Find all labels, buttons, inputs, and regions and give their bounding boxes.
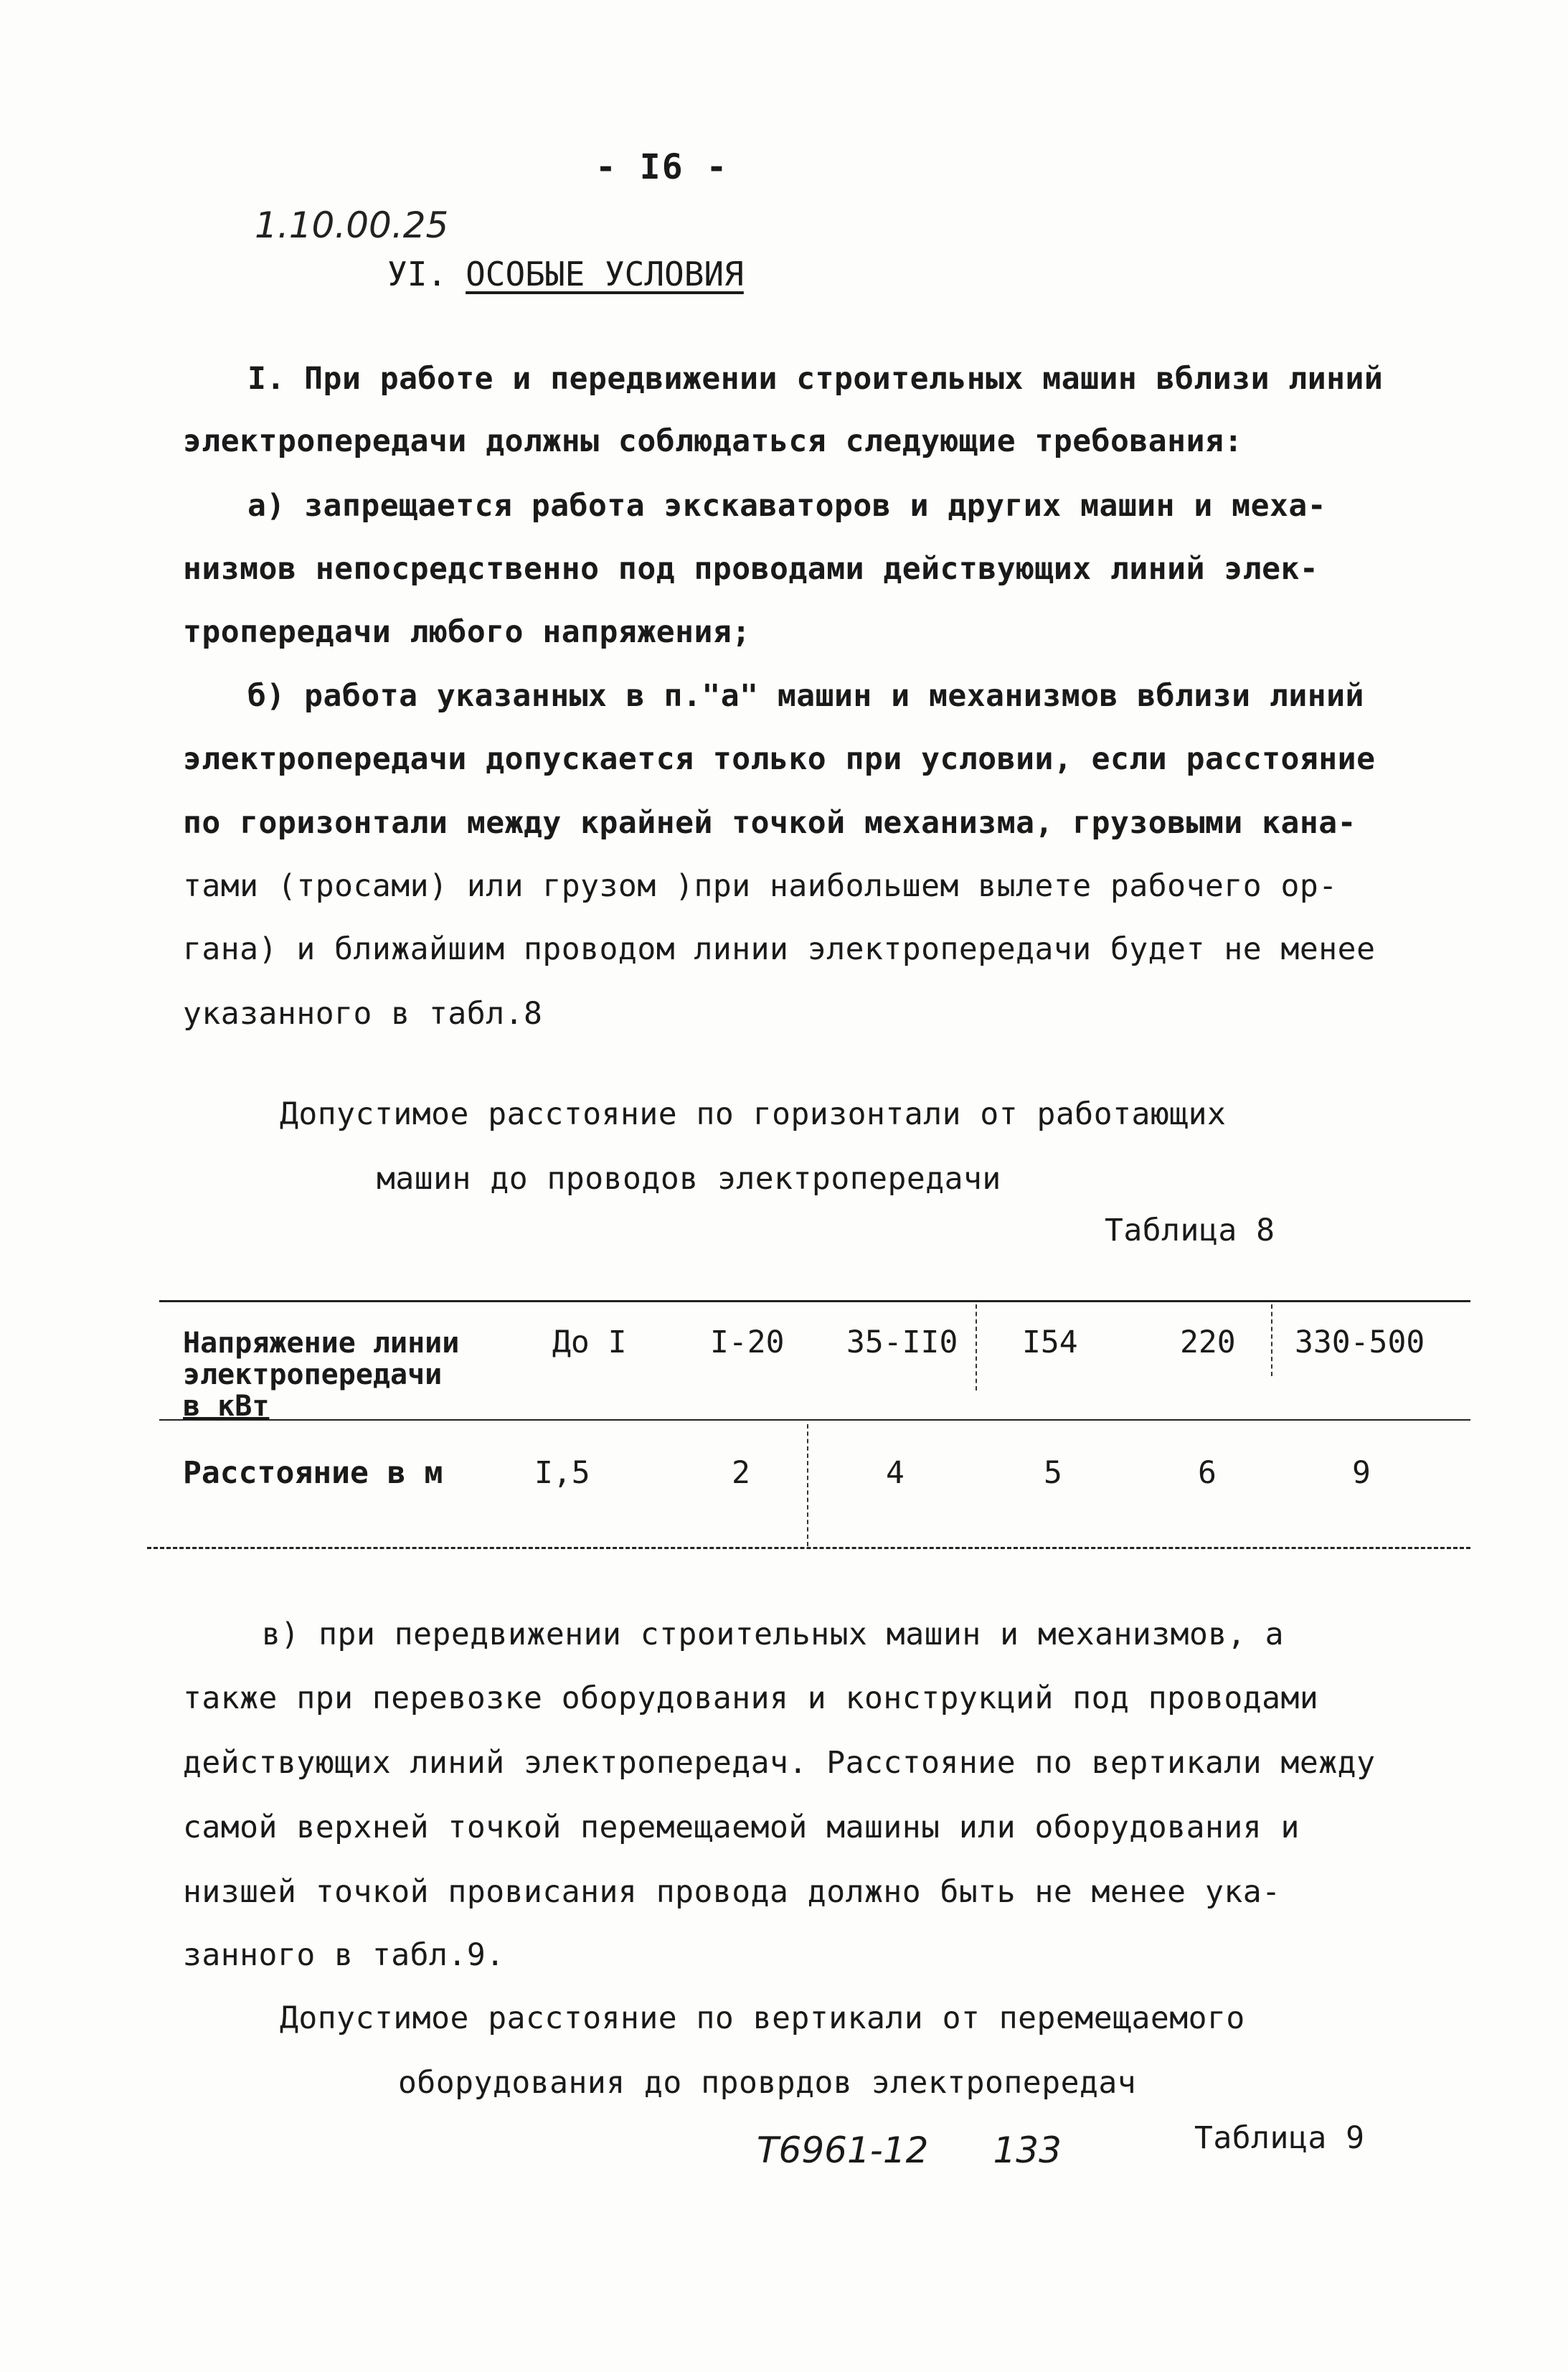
item-v-line-2: также при перевозке оборудования и конструкций под проводами	[183, 1680, 1319, 1716]
item-b-line-6: указанного в табл.8	[183, 996, 543, 1032]
item-b-line-5: гана) и ближайшим проводом линии электропередачи будет не менее	[183, 931, 1376, 967]
table-8-cell: 6	[1198, 1455, 1217, 1491]
item-v-line-6: занного в табл.9.	[183, 1937, 505, 1973]
table-8-caption-line-1: Допустимое расстояние по горизонтали от работающих	[280, 1096, 1227, 1132]
page-number: - I6 -	[595, 147, 729, 187]
item-a-line-3: тропередачи любого напряжения;	[183, 614, 751, 650]
table-8-column-header: До I	[552, 1324, 627, 1360]
item-b-line-1: б) работа указанных в п."а" машин и механизмов вблизи линий	[247, 678, 1364, 714]
table-8-row-header	[183, 1327, 459, 1422]
item-a-line-1: а) запрещается работа экскаваторов и других машин и меха-	[247, 488, 1327, 524]
table-9-caption-line-2: оборудования до проврдов электропередач	[398, 2065, 1137, 2101]
table-8-cell: 4	[886, 1455, 905, 1491]
table-8-column-header: 220	[1180, 1324, 1236, 1360]
table-8-cell: 2	[732, 1455, 750, 1491]
table-8-row-header-line: Напряжение линии	[183, 1327, 460, 1360]
item-v-line-1: в) при передвижении строительных машин и механизмов, а	[262, 1616, 1284, 1652]
table-8-caption-line-2: машин до проводов электропередачи	[377, 1161, 1001, 1197]
table-8-column-divider	[807, 1424, 808, 1546]
table-8-row-label: Расстояние в м	[183, 1455, 443, 1491]
item-b-line-3: по горизонтали между крайней точкой механизма, грузовыми кана-	[183, 805, 1357, 841]
item-v-line-4: самой верхней точкой перемещаемой машины или оборудования и	[183, 1809, 1300, 1845]
handwritten-document-code: 1.10.00.25	[255, 204, 449, 246]
footer-number: 133	[993, 2129, 1062, 2171]
table-9-caption-line-1: Допустимое расстояние по вертикали от перемещаемого	[280, 2000, 1245, 2036]
table-8-row-header-line: в кВт	[183, 1390, 270, 1423]
paragraph-1-line-1: I. При работе и передвижении строительных машин вблизи линий	[247, 361, 1384, 397]
section-number: УI.	[387, 255, 448, 293]
handwritten-footer-code	[757, 2129, 1062, 2171]
section-heading	[387, 255, 744, 293]
table-8-column-divider	[976, 1304, 977, 1390]
table-8-cell: 9	[1352, 1455, 1371, 1491]
item-b-line-4: тами (тросами) или грузом )при наибольшем вылете рабочего ор-	[183, 868, 1338, 904]
table-8-column-header: 330-500	[1295, 1324, 1425, 1360]
table-8-cell: 5	[1044, 1455, 1062, 1491]
item-b-line-2: электропередачи допускается только при условии, если расстояние	[183, 741, 1376, 777]
table-8-column-header: I-20	[710, 1324, 785, 1360]
table-8-column-header: I54	[1022, 1324, 1078, 1360]
table-8-column-divider	[1271, 1304, 1272, 1376]
footer-code: Т6961-12	[757, 2129, 929, 2171]
paragraph-1-line-2: электропередачи должны соблюдаться следующие требования:	[183, 423, 1243, 459]
item-v-line-3: действующих линий электропередач. Расстояние по вертикали между	[183, 1745, 1376, 1781]
table-8-cell: I,5	[534, 1455, 590, 1491]
table-8-row-header-line: электропередачи	[183, 1358, 443, 1391]
table-8-top-rule	[159, 1300, 1470, 1302]
table-8-bottom-rule	[147, 1547, 1470, 1549]
table-9-label: Таблица 9	[1194, 2120, 1365, 2156]
section-title: ОСОБЫЕ УСЛОВИЯ	[466, 255, 744, 293]
table-8-label: Таблица 8	[1105, 1213, 1275, 1248]
table-8-column-header: 35-II0	[846, 1324, 958, 1360]
item-a-line-2: низмов непосредственно под проводами действующих линий элек-	[183, 551, 1319, 587]
item-v-line-5: низшей точкой провисания провода должно быть не менее ука-	[183, 1874, 1281, 1910]
